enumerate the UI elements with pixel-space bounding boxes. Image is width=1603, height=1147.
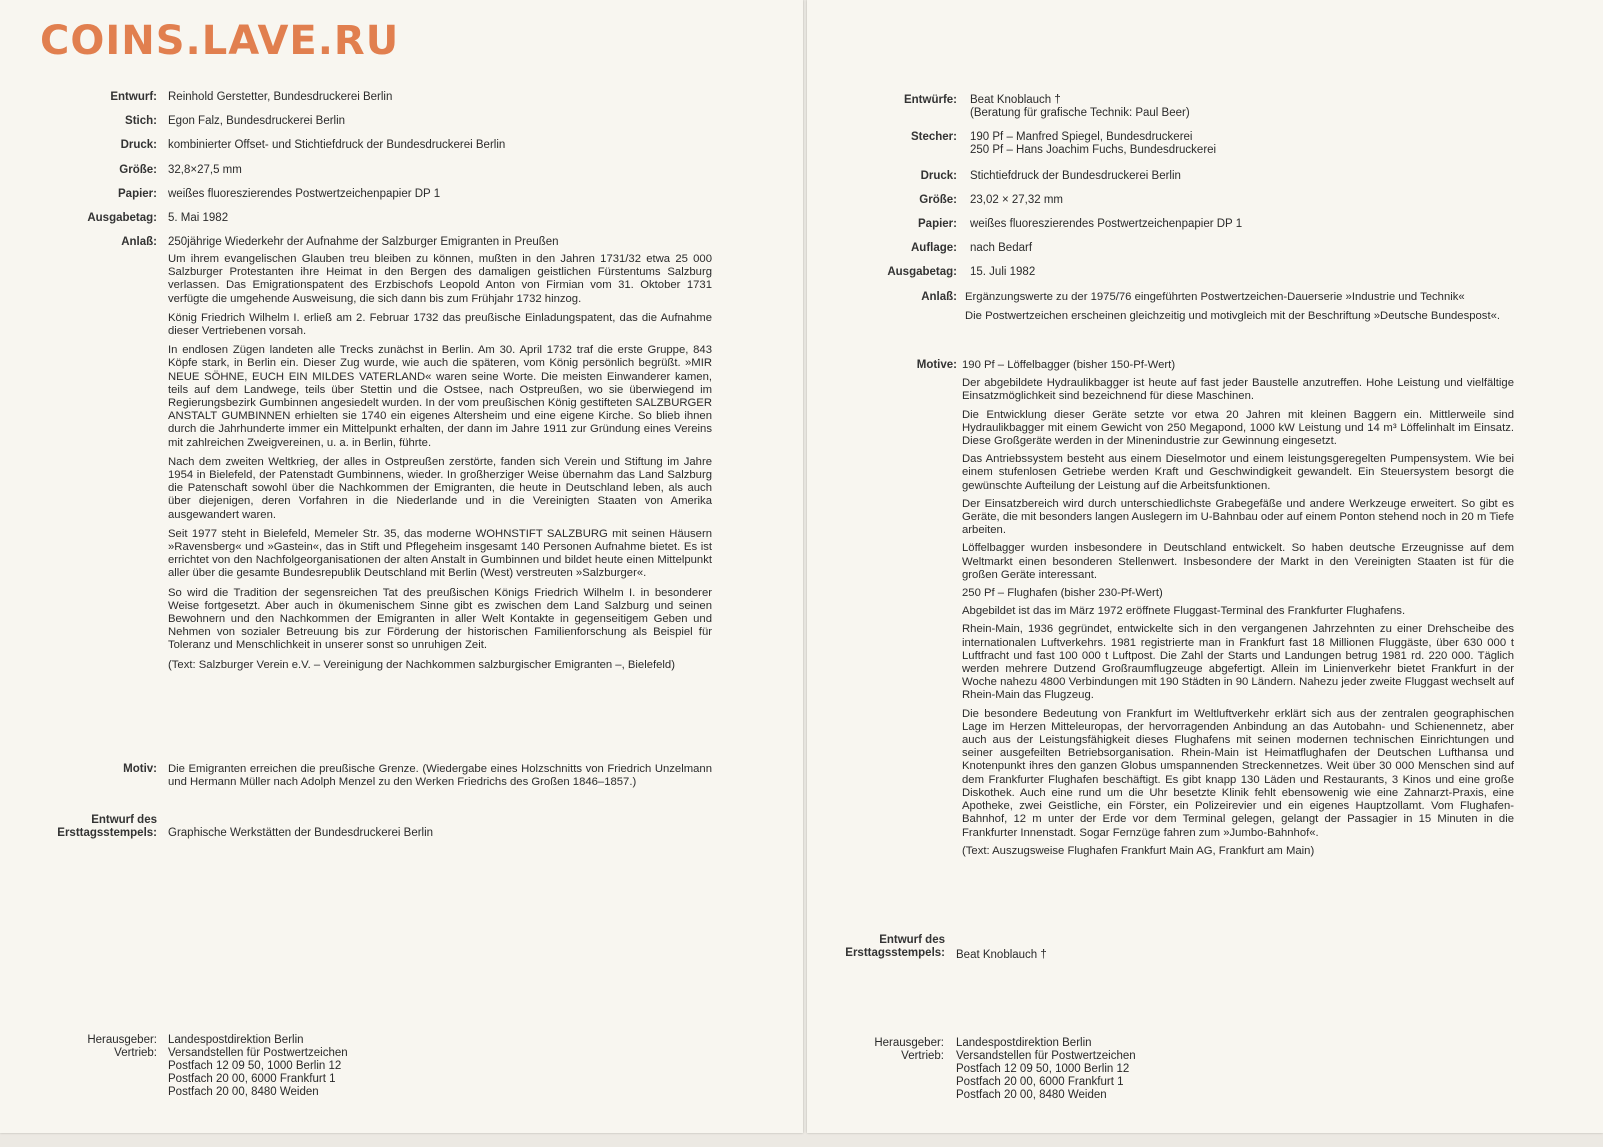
field-value: Reinhold Gerstetter, Bundesdruckerei Berlin xyxy=(168,91,393,103)
stecher-line: 190 Pf – Manfred Spiegel, Bundesdruckerei xyxy=(970,131,1193,143)
vertrieb-line: Postfach 20 00, 8480 Weiden xyxy=(168,1086,319,1098)
motive-body xyxy=(962,359,1514,863)
footer-labels xyxy=(807,1037,944,1102)
vertrieb-line: Postfach 20 00, 6000 Frankfurt 1 xyxy=(956,1076,1124,1088)
entwuerfe-line: Beat Knoblauch † xyxy=(970,94,1061,106)
right-sheet xyxy=(807,0,1603,1133)
footer xyxy=(807,1037,1136,1102)
field-papier xyxy=(807,218,1242,231)
field-value: nach Bedarf xyxy=(970,242,1033,254)
field-label: Druck: xyxy=(120,139,157,151)
motive-paragraph: Der abgebildete Hydraulikbagger ist heute auf fast jeder Baustelle anzutreffen. Hohe Leistung und vielfältige Einsatzmöglichkeit sind bezeichnend für diese Maschinen. xyxy=(962,377,1514,403)
stempel-label xyxy=(0,814,157,840)
motiv-text: Die Emigranten erreichen die preußische Grenze. (Wiedergabe eines Holzschnitts von Friedrich Unzelmann und Hermann Müller nach Adolph Menzel zu den Werken Friedrichs des Großen 1846–1857.) xyxy=(168,763,712,789)
field-label: Auflage: xyxy=(911,242,957,254)
motiv-body xyxy=(168,763,712,795)
field-label: Papier: xyxy=(918,218,957,230)
anlass-title: 250jährige Wiederkehr der Aufnahme der Salzburger Emigranten in Preußen xyxy=(168,236,559,248)
field-label: Entwurf: xyxy=(110,91,157,103)
anlass-label: Anlaß: xyxy=(921,291,957,303)
field-value: 15. Juli 1982 xyxy=(970,266,1036,278)
vertrieb-line: Postfach 12 09 50, 1000 Berlin 12 xyxy=(168,1060,342,1072)
vertrieb-line: Postfach 20 00, 8480 Weiden xyxy=(956,1089,1107,1101)
field-value: weißes fluoreszierendes Postwertzeichenpapier DP 1 xyxy=(168,188,441,200)
vertrieb-line: Postfach 12 09 50, 1000 Berlin 12 xyxy=(956,1063,1130,1075)
footer xyxy=(0,1034,348,1099)
vertrieb-line: Postfach 20 00, 6000 Frankfurt 1 xyxy=(168,1073,336,1085)
field-value xyxy=(970,94,1190,120)
field-label: Stich: xyxy=(125,115,157,127)
field-auflage xyxy=(807,242,1032,255)
field-label: Ausgabetag: xyxy=(87,212,157,224)
stempel-label-line: Entwurf des xyxy=(91,814,157,826)
vertrieb-line: Versandstellen für Postwertzeichen xyxy=(956,1050,1136,1062)
field-value: Stichtiefdruck der Bundesdruckerei Berlin xyxy=(970,170,1181,182)
field-label: Größe: xyxy=(919,194,957,206)
herausgeber-label: Herausgeber: xyxy=(874,1037,944,1049)
field-value xyxy=(970,131,1216,157)
field-stecher xyxy=(807,131,1216,157)
field-entwuerfe xyxy=(807,94,1190,120)
motiv-label: Motiv: xyxy=(123,763,157,775)
vertrieb-label: Vertrieb: xyxy=(901,1050,944,1062)
stempel-label-line: Entwurf des xyxy=(879,934,945,946)
vertrieb-label: Vertrieb: xyxy=(114,1047,157,1059)
anlass-paragraph: Die Postwertzeichen erscheinen gleichzeitig und motivgleich mit der Beschriftung »Deutsche Bundespost«. xyxy=(965,310,1501,323)
anlass-paragraph: Ergänzungswerte zu der 1975/76 eingeführten Postwertzeichen-Dauerserie »Industrie und Technik« xyxy=(965,291,1465,303)
field-value: Egon Falz, Bundesdruckerei Berlin xyxy=(168,115,346,127)
stempel-label xyxy=(807,934,945,960)
field-entwurf xyxy=(0,91,392,104)
field-value: 23,02 × 27,32 mm xyxy=(970,194,1064,206)
motiv-section xyxy=(0,763,157,776)
anlass-paragraph: Nach dem zweiten Weltkrieg, der alles in Ostpreußen zerstörte, fanden sich Verein und Stiftung im Jahre 1954 in Bielefeld, der Patenstadt Gumbinnens, wieder. In großherziger Weise übernahm das Land Salzburg die Patenschaft sowohl über die Nachkommen der Emigranten, die heute in Deutschland leben, als auch über diejenigen, deren Vorfahren in die Niederlande und in die Vereinigten Staaten von Amerika ausgewandert waren. xyxy=(168,455,712,521)
field-value: kombinierter Offset- und Stichtiefdruck der Bundesdruckerei Berlin xyxy=(168,139,506,151)
entwuerfe-line: (Beratung für grafische Technik: Paul Beer) xyxy=(970,107,1190,119)
motive-paragraph: Die Entwicklung dieser Geräte setzte vor etwa 20 Jahren mit kleinen Baggern ein. Mittlerweile sind Hydraulikbagger mit einem Gewicht von 250 Megapond, 1000 kW Leistung und 14 m³ Löffelinhalt im Einsatz. Diese Großgeräte werden in der Minenindustrie zur Gewinnung eingesetzt. xyxy=(962,408,1514,448)
stempel-label-line: Ersttagsstempels: xyxy=(845,947,945,959)
motive-paragraph: Rhein-Main, 1936 gegründet, entwickelte sich in den vergangenen Jahrzehnten zu einer Drehscheibe des internationalen Luftverkehrs. 1981 registrierte man in Frankfurt fast 18 Millionen Fluggäste, über 630 000 t Luftfracht und fast 100 000 t Luftpost. Die Zahl der Starts und Landungen betrug 1981 rd. 220 000. Täglich werden mehrere Dutzend Großraumflugzeuge abgefertigt. Allein im Linienverkehr bietet Frankfurt in der Woche nahezu 4800 Verbindungen mit 190 Städten in 90 Ländern. Nahezu jeder zweite Fluggast wechselt auf Rhein-Main das Flugzeug. xyxy=(962,623,1514,702)
watermark: COINS.LAVE.RU xyxy=(40,18,400,64)
motive-section xyxy=(807,359,957,372)
vertrieb-line: Versandstellen für Postwertzeichen xyxy=(168,1047,348,1059)
field-ausgabetag xyxy=(0,212,228,225)
field-groesse xyxy=(807,194,1063,207)
footer-values xyxy=(168,1034,348,1099)
motive-heading: 250 Pf – Flughafen (bisher 230-Pf-Wert) xyxy=(962,587,1163,600)
footer-values xyxy=(956,1037,1136,1102)
motive-paragraph: Löffelbagger wurden insbesondere in Deutschland entwickelt. So haben deutsche Erzeugnisse auf dem Weltmarkt einen besonderen Stellenwert. Insbesondere der Markt in den Vereinigten Staaten ist für die großen Geräte interessant. xyxy=(962,542,1514,581)
field-label: Entwürfe: xyxy=(903,94,957,106)
footer-labels xyxy=(0,1034,157,1099)
stempel-label-line: Ersttagsstempels: xyxy=(57,827,157,839)
anlass-section xyxy=(807,291,957,304)
stempel-value: Beat Knoblauch † xyxy=(956,949,1047,961)
anlass-source: (Text: Salzburger Verein e.V. – Vereinigung der Nachkommen salzburgischer Emigranten –, Bielefeld) xyxy=(168,658,675,671)
anlass-paragraph: König Friedrich Wilhelm I. erließ am 2. Februar 1732 das preußische Einladungspatent, das die Aufnahme dieser Vertriebenen vorsah. xyxy=(168,311,712,338)
motive-paragraph: Die besondere Bedeutung von Frankfurt im Weltluftverkehr erklärt sich aus der zentralen geographischen Lage im Herzen Mitteleuropas, der hervorragenden Anbindung an das Autobahn- und Schienennetz, aber auch aus der Leistungsfähigkeit dieses Flughafens mit seinen modernen technischen Einrichtungen und seiner ausgefeilten Betriebsorganisation. Rhein-Main ist Heimatflughafen der Deutschen Lufthansa und Knotenpunkt ihres den ganzen Globus umspannenden Streckennetzes. Weit über 30 000 Menschen sind auf dem Frankfurter Flughafen beschäftigt. Es gibt knapp 130 Läden und Restaurants, 3 Kinos und eine große Diskothek. Auch eine rund um die Uhr besetzte Klinik fehlt ebensowenig wie eine Zahnarzt-Praxis, eine Apotheke, zwei Geistliche, ein Förster, ein Polizeirevier und ein eigenes Hauptzollamt. Vom Flughafen-Bahnhof, 12 m unter der Erde vor dem Terminal gelegen, gelangt der Passagier in 15 Minuten in die Frankfurter Innenstadt. Sogar Fernzüge fahren zum »Jumbo-Bahnhof«. xyxy=(962,707,1514,839)
herausgeber-value: Landespostdirektion Berlin xyxy=(168,1034,304,1046)
stempel-value: Graphische Werkstätten der Bundesdruckerei Berlin xyxy=(168,827,434,839)
herausgeber-label: Herausgeber: xyxy=(87,1034,157,1046)
field-groesse xyxy=(0,164,242,177)
anlass-paragraph: So wird die Tradition der segensreichen Tat des preußischen Königs Friedrich Wilhelm I. in besonderer Weise fortgesetzt. Aber auch in ökumenischem Sinne gibt es zwischen dem Land Salzburg und seinen Bewohnern und den Nachkommen der Emigranten in aller Welt Kontakte in gegenseitigem Geben und Nehmen von sozialer Betreuung bis zur Förderung der historischen Familienforschung als Beispiel für Toleranz und Menschlichkeit in unserer sonst so unruhigen Zeit. xyxy=(168,586,712,652)
stecher-line: 250 Pf – Hans Joachim Fuchs, Bundesdruckerei xyxy=(970,144,1217,156)
left-sheet xyxy=(0,0,803,1133)
motive-heading: 190 Pf – Löffelbagger (bisher 150-Pf-Wert) xyxy=(962,359,1176,371)
anlass-paragraph: Um ihrem evangelischen Glauben treu bleiben zu können, mußten in den Jahren 1731/32 etwa 25 000 Salzburger Protestanten ihre Heimat in den Bergen des damaligen geistlichen Fürstentums Salzburg verlassen. Das Emigrationspatent des Erzbischofs Leopold Anton von Firmian vom 31. Oktober 1731 verfügte die umgehende Ausweisung, die sich dann bis zum Frühjahr 1732 hinzog. xyxy=(168,253,712,305)
field-label: Ausgabetag: xyxy=(887,266,957,278)
field-druck xyxy=(0,139,505,152)
field-stich xyxy=(0,115,345,128)
field-label: Papier: xyxy=(118,188,157,200)
anlass-body xyxy=(168,253,712,678)
field-ausgabetag xyxy=(807,266,1035,279)
motive-paragraph: Der Einsatzbereich wird durch unterschiedlichste Grabegefäße und andere Werkzeuge erweitert. So gibt es Geräte, die mit besonders langen Auslegern im U-Bahnbau oder auf einem Ponton stehend noch in 20 m Tiefe arbeiten. xyxy=(962,497,1515,537)
field-druck xyxy=(807,170,1181,183)
motive-paragraph: Das Antriebssystem besteht aus einem Dieselmotor und einem leistungsgeregelten Pumpensystem. Wie bei einem stufenlosen Getriebe werden Kraft und Geschwindigkeit gewandelt. Ein Steuersystem besorgt die gewünschte Aufteilung der Leistung auf die Arbeitsfunktionen. xyxy=(962,453,1514,492)
herausgeber-value: Landespostdirektion Berlin xyxy=(956,1037,1092,1049)
field-value: 5. Mai 1982 xyxy=(168,212,229,224)
anlass-body xyxy=(965,291,1514,329)
anlass-section xyxy=(0,236,559,249)
field-label: Druck: xyxy=(920,170,957,182)
anlass-paragraph: Seit 1977 steht in Bielefeld, Memeler Str. 35, das moderne WOHNSTIFT SALZBURG mit seinen Häusern »Ravensberg« und »Gastein«, das in Stift und Pflegeheim insgesamt 140 Personen Aufnahme bietet. Es ist errichtet von den Nachfolgeorganisationen der alten Anstalt in Gumbinnen und bildet heute einen Mittelpunkt aller über die gesamte Bundesrepublik Deutschland mit Berlin (West) verstreuten »Salzburger«. xyxy=(168,527,712,580)
anlass-label: Anlaß: xyxy=(121,236,157,248)
anlass-paragraph: In endlosen Zügen landeten alle Trecks zunächst in Berlin. Am 30. April 1732 traf die erste Gruppe, 843 Köpfe stark, in Berlin ein. Dieser Zug wurde, wie auch die späteren, vom König persönlich begrüßt. »MIR NEUE SÖHNE, EUCH EIN MILDES VATERLAND« waren seine Worte. Die meisten Einwanderer kamen, teils auf dem Landwege, teils über Stettin und die Ostsee, nach Ostpreußen, wo sie überwiegend im Regierungsbezirk Gumbinnen angesiedelt wurden. In der vom preußischen König gestifteten SALZBURGER ANSTALT GUMBINNEN erhielten sie 1740 ein eigenes Altersheim und eine eigene Kirche. So blieb ihnen durch die Jahrhunderte immer ein Mittelpunkt erhalten, der dann im Jahre 1911 zur Gründung eines Vereins mit zahlreichen Zweigvereinen, u. a. in Berlin, führte. xyxy=(168,344,712,449)
motive-label: Motive: xyxy=(916,359,957,371)
field-value: 32,8×27,5 mm xyxy=(168,164,242,176)
field-label: Größe: xyxy=(119,164,157,176)
field-value: weißes fluoreszierendes Postwertzeichenpapier DP 1 xyxy=(970,218,1243,230)
motive-source: (Text: Auszugsweise Flughafen Frankfurt Main AG, Frankfurt am Main) xyxy=(962,844,1315,857)
field-papier xyxy=(0,188,440,201)
motive-paragraph: Abgebildet ist das im März 1972 eröffnete Fluggast-Terminal des Frankfurter Flughafens. xyxy=(962,605,1406,618)
field-label: Stecher: xyxy=(910,131,957,143)
